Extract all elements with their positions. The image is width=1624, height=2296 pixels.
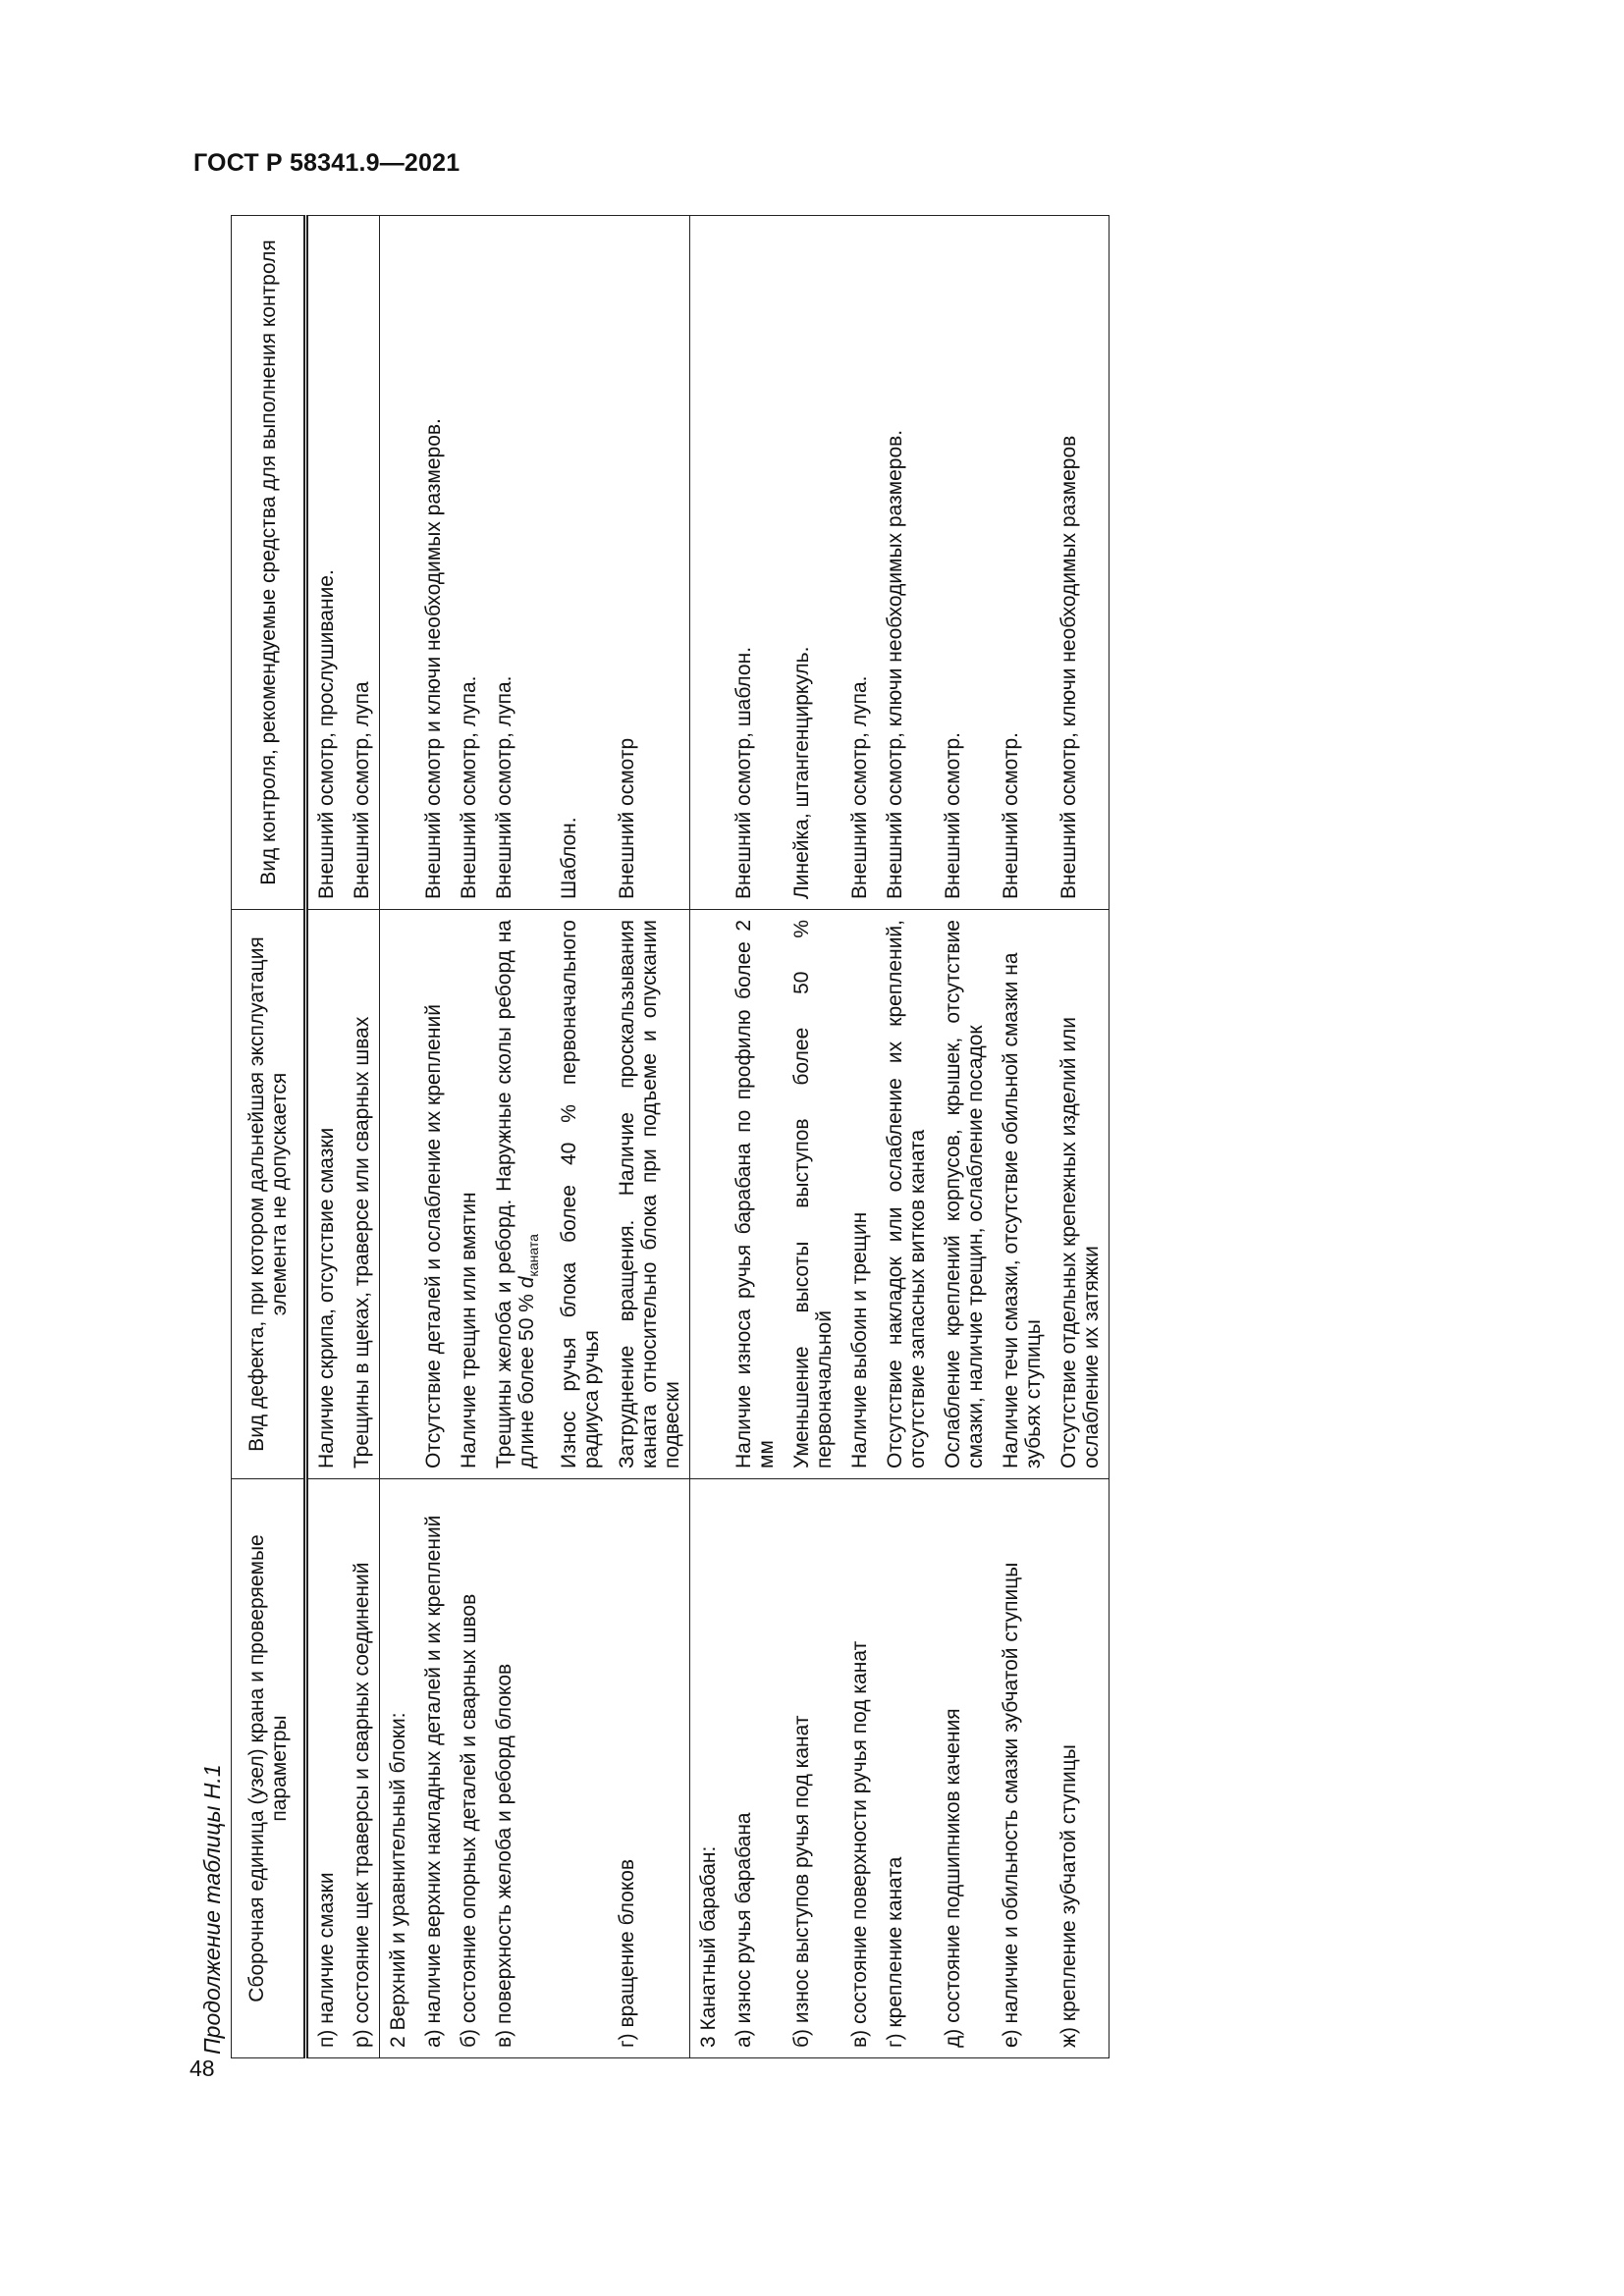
document-id: ГОСТ Р 58341.9—2021: [193, 149, 460, 177]
row-parameter: б) износ выступов ручья под канат: [784, 1479, 841, 2058]
row-parameter: в) поверхность желоба и реборд блоков: [486, 1479, 551, 2058]
row-control: Линейка, штангенциркуль.: [784, 216, 841, 910]
table-row: [877, 216, 935, 2058]
row-parameter: ж) крепление зубчатой ступицы: [1051, 1479, 1110, 2058]
row-control: Внешний осмотр.: [935, 216, 993, 910]
defect-text: Трещины желоба и реборд. Наружные сколы реборд на длине более 50 %: [493, 920, 538, 1468]
row-control: Внешний осмотр, лупа: [344, 216, 380, 910]
rotated-table-block: [196, 216, 1355, 2058]
inspection-table: [231, 215, 1110, 2058]
row-control: Внешний осмотр, лупа.: [841, 216, 877, 910]
table-row: [726, 216, 784, 2058]
table-row: [841, 216, 877, 2058]
row-defect: Отсутствие отдельных крепежных изделий или ослабление их затяжки: [1051, 910, 1110, 1479]
row-parameter: в) состояние поверхности ручья под канат: [841, 1479, 877, 2058]
table-caption: Продолжение таблицы Н.1: [199, 1764, 225, 2055]
row-control: [380, 216, 416, 910]
table-row: [306, 216, 345, 2058]
table-row: [551, 216, 609, 2058]
row-defect: Наличие скрипа, отсутствие смазки: [306, 910, 345, 1479]
row-parameter: а) износ ручья барабана: [726, 1479, 784, 2058]
table-row: [380, 216, 416, 2058]
row-control: Внешний осмотр, прослушивание.: [306, 216, 345, 910]
symbol-subscript: каната: [525, 1234, 542, 1277]
row-control: Внешний осмотр, ключи необходимых размеров: [1051, 216, 1110, 910]
row-parameter: а) наличие верхних накладных деталей и их креплений: [415, 1479, 451, 2058]
row-parameter: [551, 1479, 609, 2058]
row-defect: Трещины в щеках, траверсе или сварных швах: [344, 910, 380, 1479]
row-parameter: г) вращение блоков: [609, 1479, 690, 2058]
table-row: [935, 216, 993, 2058]
row-parameter: п) наличие смазки: [306, 1479, 345, 2058]
row-parameter: г) крепление каната: [877, 1479, 935, 2058]
row-control: Внешний осмотр, ключи необходимых размеров.: [877, 216, 935, 910]
row-control: Внешний осмотр: [609, 216, 690, 910]
page-number: 48: [189, 2056, 215, 2081]
table-row: [993, 216, 1051, 2058]
row-control: Внешний осмотр, шаблон.: [726, 216, 784, 910]
header-defect-type: Вид дефекта, при котором дальнейшая эксплуатация элемента не допускается: [232, 910, 306, 1479]
table-row: [344, 216, 380, 2058]
row-defect: Наличие выбоин и трещин: [841, 910, 877, 1479]
table-header-row: [232, 216, 306, 2058]
section-heading: 3 Канатный барабан:: [690, 1479, 727, 2058]
row-defect: Наличие трещин или вмятин: [451, 910, 486, 1479]
row-defect: Отсутствие накладок или ослабление их креплений, отсутствие запасных витков каната: [877, 910, 935, 1479]
row-defect: Отсутствие деталей и ослабление их креплений: [415, 910, 451, 1479]
row-defect: [380, 910, 416, 1479]
row-defect: Уменьшение высоты выступов более 50 % первоначальной: [784, 910, 841, 1479]
section-heading: 2 Верхний и уравнительный блоки:: [380, 1479, 416, 2058]
symbol-d: d: [515, 1276, 538, 1289]
table-row: [609, 216, 690, 2058]
row-control: Внешний осмотр, лупа.: [486, 216, 551, 910]
table-row: [415, 216, 451, 2058]
header-assembly-unit: Сборочная единица (узел) крана и проверяемые параметры: [232, 1479, 306, 2058]
row-defect: Ослабление креплений корпусов, крышек, отсутствие смазки, наличие трещин, ослабление посадок: [935, 910, 993, 1479]
table-row: [486, 216, 551, 2058]
row-defect: Износ ручья блока более 40 % первоначального радиуса ручья: [551, 910, 609, 1479]
row-control: [690, 216, 727, 910]
table-row: [690, 216, 727, 2058]
row-control: Шаблон.: [551, 216, 609, 910]
table-row: [1051, 216, 1110, 2058]
row-control: Внешний осмотр и ключи необходимых размеров.: [415, 216, 451, 910]
row-defect: Наличие течи смазки, отсутствие обильной смазки на зубьях ступицы: [993, 910, 1051, 1479]
header-control-type: Вид контроля, рекомендуемые средства для выполнения контроля: [232, 216, 306, 910]
row-parameter: р) состояние щек траверсы и сварных соединений: [344, 1479, 380, 2058]
row-control: Внешний осмотр.: [993, 216, 1051, 910]
row-parameter: б) состояние опорных деталей и сварных швов: [451, 1479, 486, 2058]
row-parameter: д) состояние подшипников качения: [935, 1479, 993, 2058]
row-parameter: е) наличие и обильность смазки зубчатой ступицы: [993, 1479, 1051, 2058]
row-defect: Наличие износа ручья барабана по профилю более 2 мм: [726, 910, 784, 1479]
row-defect: Затруднение вращения. Наличие проскальзывания каната относительно блока при подъеме и опускании подвески: [609, 910, 690, 1479]
row-defect: [486, 910, 551, 1479]
table-row: [451, 216, 486, 2058]
row-defect: [690, 910, 727, 1479]
table-row: [784, 216, 841, 2058]
row-control: Внешний осмотр, лупа.: [451, 216, 486, 910]
